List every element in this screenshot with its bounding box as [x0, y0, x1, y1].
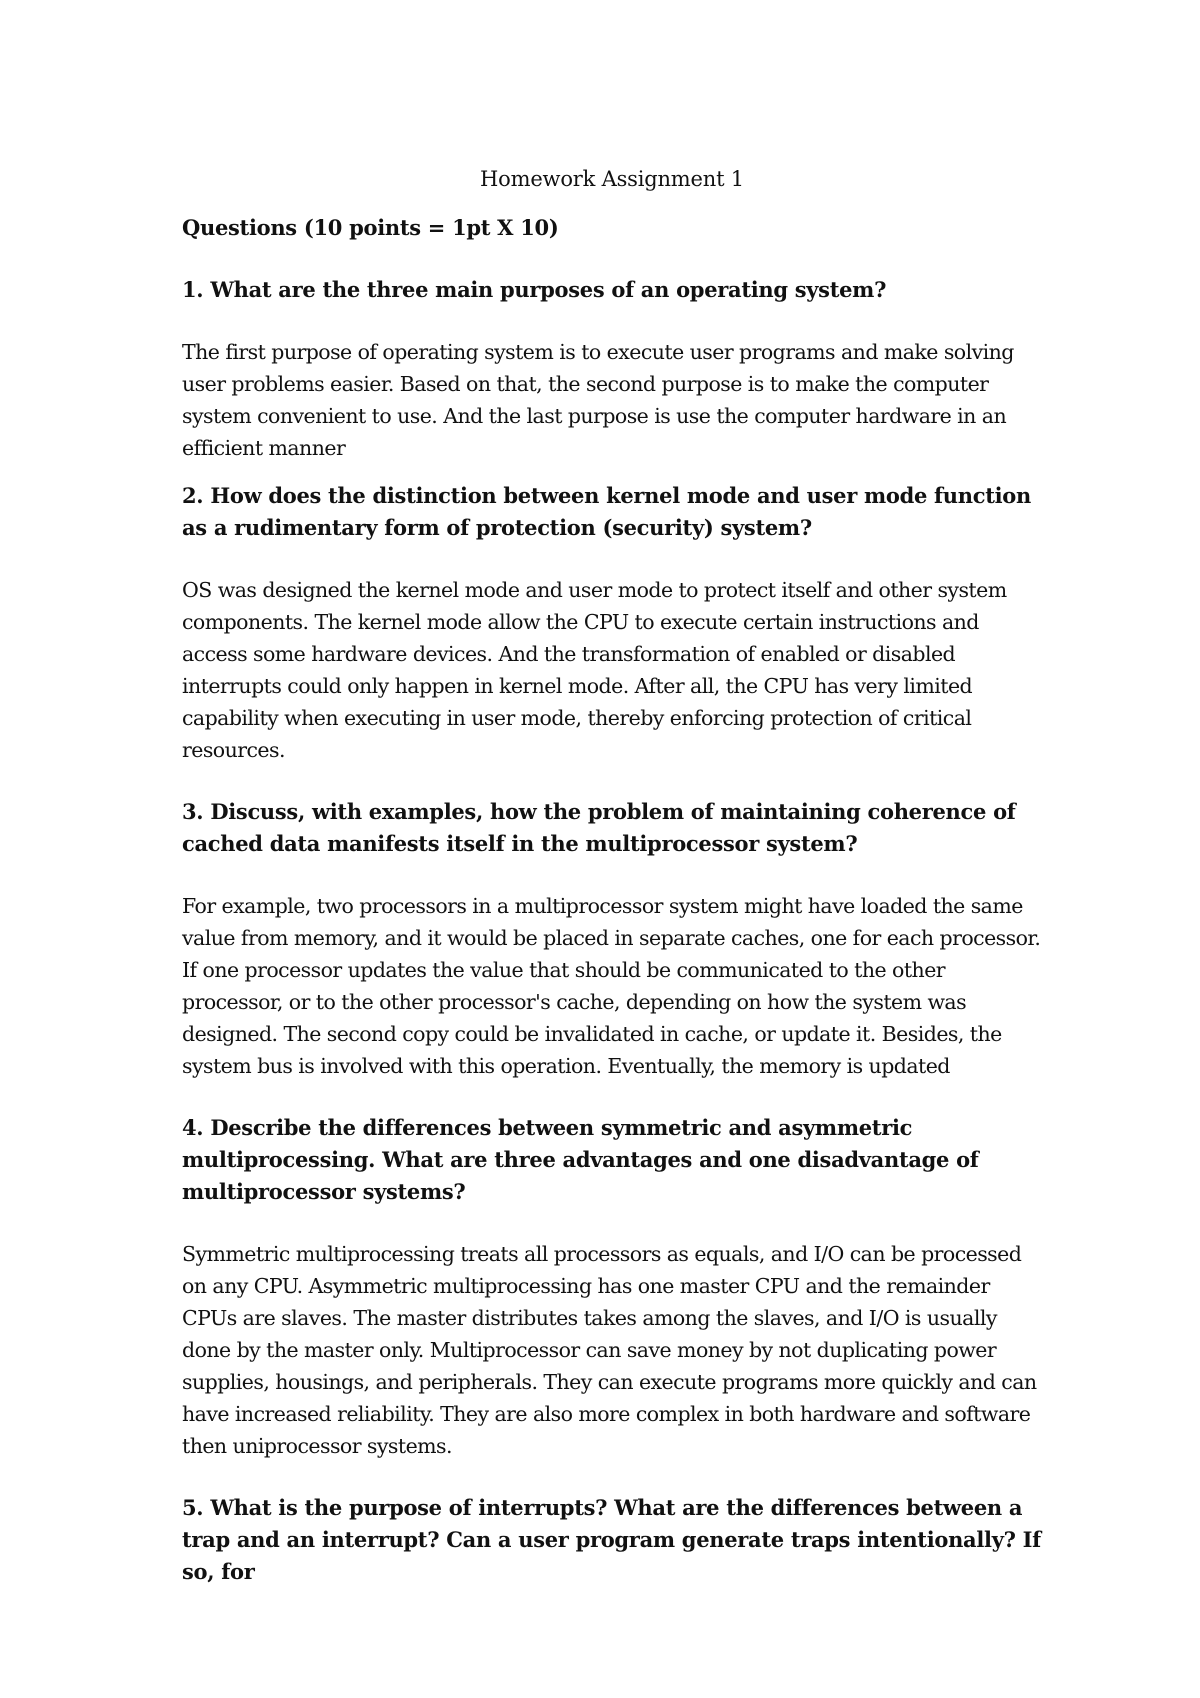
answer-1: The first purpose of operating system is to execute user programs and make solving user problems easier. Based on that, the second purpose is to make the computer system convenient to use. And the last purpose is use the computer hardware in an efficient manner [182, 340, 1014, 460]
question-2: 2. How does the distinction between kernel mode and user mode function as a rudimentary form of protection (security) system? [182, 483, 1031, 540]
answer-4: Symmetric multiprocessing treats all processors as equals, and I/O can be processed on any CPU. Asymmetric multiprocessing has one master CPU and the remainder CPUs are slaves. The master distributes takes among the slaves, and I/O is usually done by the master only. Multiprocessor can save money by not duplicating power supplies, housings, and peripherals. They can execute programs more quickly and can have increased reliability. They are also more complex in both hardware and software then uniprocessor systems. [182, 1242, 1037, 1458]
qa-item-5 [182, 1492, 1042, 1588]
qa-item-2 [182, 480, 1042, 766]
answer-3: For example, two processors in a multiprocessor system might have loaded the same value from memory, and it would be placed in separate caches, one for each processor. If one processor updates the value that should be communicated to the other processor, or to the other processor's cache, depending on how the system was designed. The second copy could be invalidated in cache, or update it. Besides, the system bus is involved with this operation. Eventually, the memory is updated [182, 894, 1041, 1078]
document-subtitle: Questions (10 points = 1pt X 10) [182, 215, 559, 240]
answer-2: OS was designed the kernel mode and user mode to protect itself and other system components. The kernel mode allow the CPU to execute certain instructions and access some hardware devices. And the transformation of enabled or disabled interrupts could only happen in kernel mode. After all, the CPU has very limited capability when executing in user mode, thereby enforcing protection of critical resources. [182, 578, 1007, 762]
question-4: 4. Describe the differences between symmetric and asymmetric multiprocessing. What are three advantages and one disadvantage of multiprocessor systems? [182, 1115, 979, 1204]
document-body [182, 163, 1042, 1588]
qa-item-1 [182, 274, 1042, 464]
qa-item-3 [182, 796, 1042, 1082]
question-3: 3. Discuss, with examples, how the problem of maintaining coherence of cached data manifests itself in the multiprocessor system? [182, 799, 1016, 856]
question-5: 5. What is the purpose of interrupts? What are the differences between a trap and an interrupt? Can a user program generate traps intentionally? If so, for [182, 1495, 1041, 1584]
document-title: Homework Assignment 1 [480, 167, 744, 191]
question-1: 1. What are the three main purposes of an operating system? [182, 277, 887, 302]
qa-item-4 [182, 1112, 1042, 1462]
